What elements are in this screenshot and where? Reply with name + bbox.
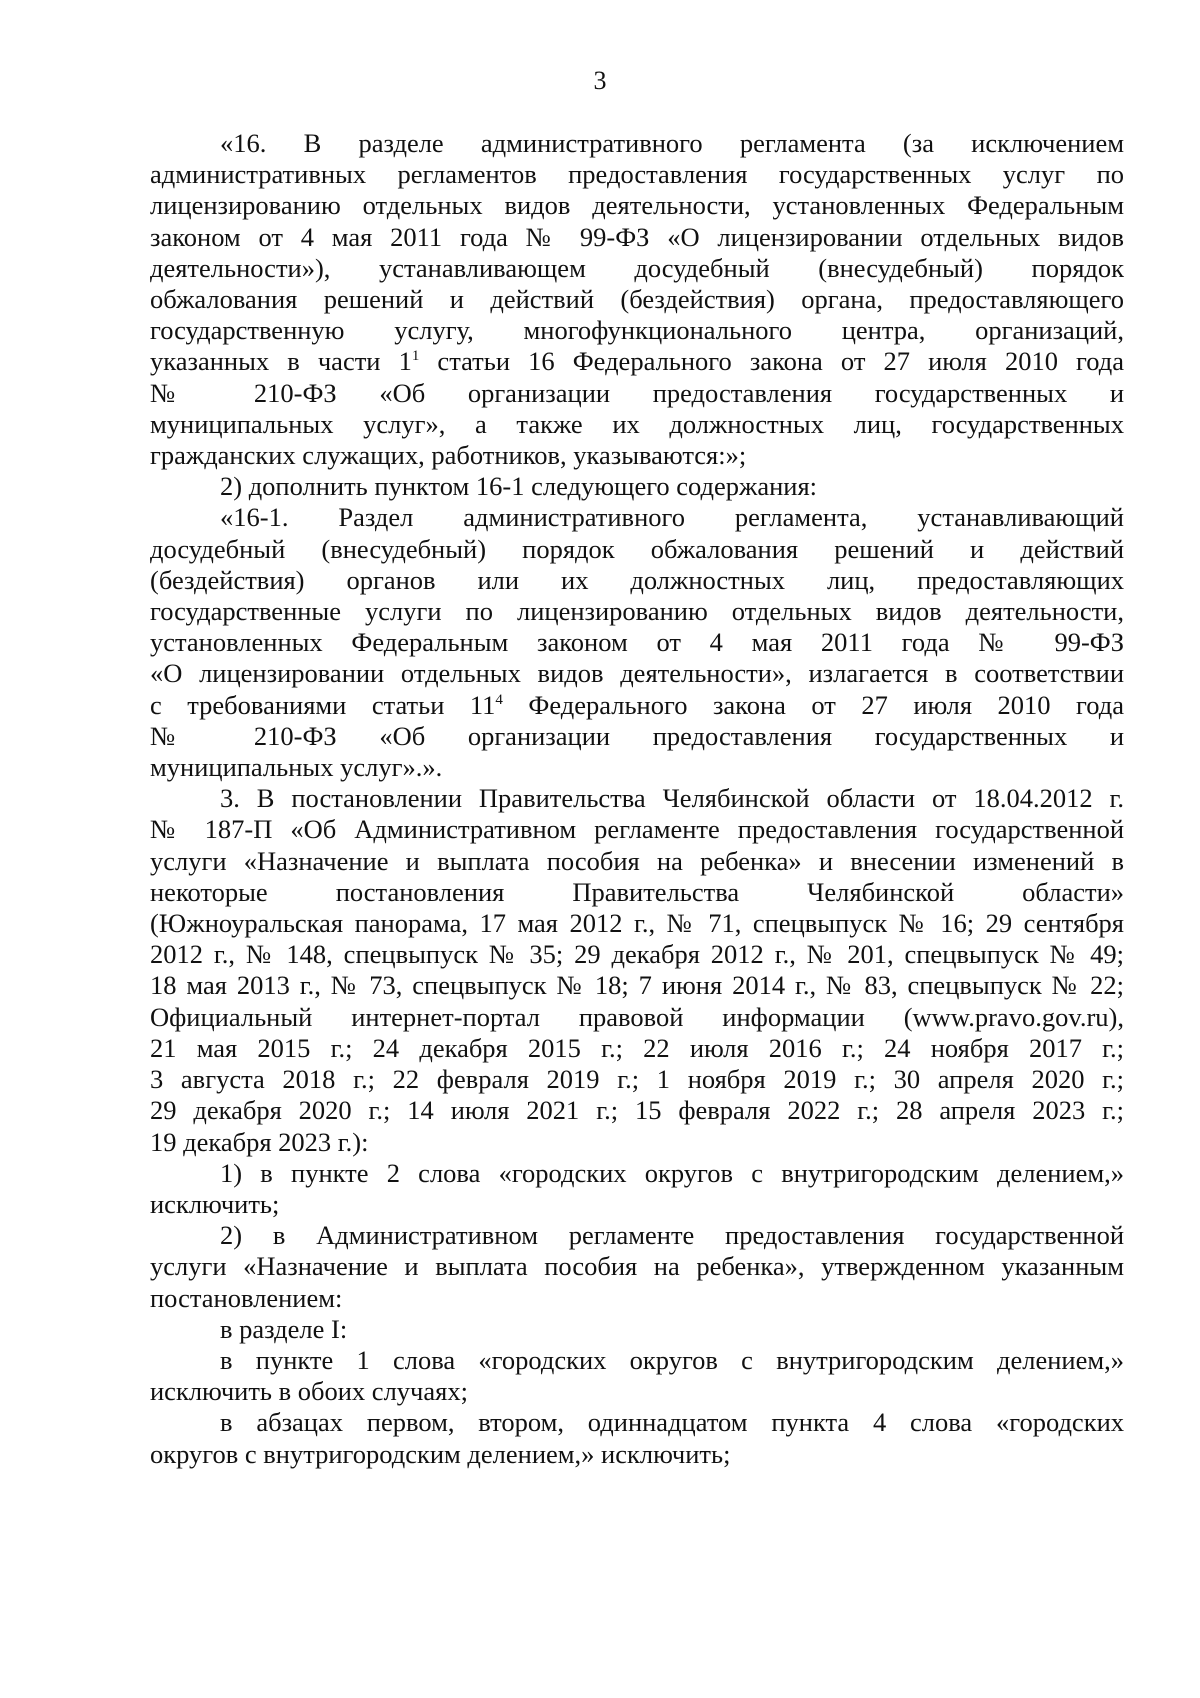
text-line: законом от 4 мая 2011 года № 99-ФЗ «О лицензировании отдельных видов bbox=[150, 221, 1124, 252]
paragraph bbox=[150, 1407, 1124, 1469]
text-line: муниципальных услуг».». bbox=[150, 752, 443, 783]
superscript: 4 bbox=[495, 691, 503, 708]
text-line: 1) в пункте 2 слова «городских округов с внутригородским делением,» bbox=[220, 1157, 1124, 1188]
text-line: исключить; bbox=[150, 1188, 280, 1219]
text-line: в абзацах первом, втором, одиннадцатом пункта 4 слова «городских bbox=[220, 1407, 1124, 1438]
text-line: «16. В разделе административного регламента (за исключением bbox=[220, 128, 1124, 158]
text-line: 19 декабря 2023 г.): bbox=[150, 1126, 369, 1157]
text-line: деятельности»), устанавливающем досудебный (внесудебный) порядок bbox=[150, 252, 1124, 283]
text-line: № 210-ФЗ «Об организации предоставления государственных и bbox=[150, 720, 1124, 751]
text-line: муниципальных услуг», а также их должностных лиц, государственных bbox=[150, 408, 1124, 439]
text-line: услуги «Назначение и выплата пособия на ребенка», утвержденном указанным bbox=[150, 1251, 1124, 1282]
text-line: округов с внутригородским делением,» исключить; bbox=[150, 1438, 731, 1469]
paragraph bbox=[150, 128, 1124, 471]
text-line: обжалования решений и действий (бездействия) органа, предоставляющего bbox=[150, 284, 1124, 315]
text-line: досудебный (внесудебный) порядок обжалования решений и действий bbox=[150, 533, 1124, 564]
text-line: (бездействия) органов или их должностных лиц, предоставляющих bbox=[150, 564, 1124, 595]
superscript: 1 bbox=[411, 348, 420, 365]
text-line: (Южноуральская панорама, 17 мая 2012 г., № 71, спецвыпуск № 16; 29 сентября bbox=[150, 908, 1124, 939]
text-line: государственные услуги по лицензированию отдельных видов деятельности, bbox=[150, 596, 1124, 627]
paragraph bbox=[150, 502, 1124, 783]
text-line: в разделе I: bbox=[220, 1313, 348, 1344]
text-line: государственную услугу, многофункционального центра, организаций, bbox=[150, 315, 1124, 346]
text-line: с требованиями статьи $11^4$ Федерального закона от 27 июля 2010 года bbox=[150, 689, 1124, 720]
paragraph bbox=[150, 1158, 1124, 1220]
text-line: № 210-ФЗ «Об организации предоставления государственных и bbox=[150, 377, 1124, 408]
text-line: 2) дополнить пунктом 16-1 следующего содержания: bbox=[220, 471, 818, 502]
text-line: 21 мая 2015 г.; 24 декабря 2015 г.; 22 июля 2016 г.; 24 ноября 2017 г.; bbox=[150, 1032, 1124, 1063]
text-line: лицензированию отдельных видов деятельности, установленных Федеральным bbox=[150, 190, 1124, 221]
text-line: 3. В постановлении Правительства Челябинской области от 18.04.2012 г. bbox=[220, 783, 1124, 814]
text-line: гражданских служащих, работников, указываются:»; bbox=[150, 440, 747, 471]
text-line: в пункте 1 слова «городских округов с внутригородским делением,» bbox=[220, 1344, 1124, 1375]
document-body bbox=[150, 128, 1124, 1470]
paragraph bbox=[150, 471, 1124, 502]
text-line: постановлением: bbox=[150, 1282, 343, 1313]
text-line: установленных Федеральным законом от 4 мая 2011 года № 99-ФЗ bbox=[150, 627, 1124, 658]
text-line: 29 декабря 2020 г.; 14 июля 2021 г.; 15 февраля 2022 г.; 28 апреля 2023 г.; bbox=[150, 1095, 1124, 1126]
text-line: «16-1. Раздел административного регламента, устанавливающий bbox=[220, 502, 1124, 533]
paragraph bbox=[150, 783, 1124, 1157]
text-line: некоторые постановления Правительства Челябинской области» bbox=[150, 876, 1124, 907]
text-line: 3 августа 2018 г.; 22 февраля 2019 г.; 1 ноября 2019 г.; 30 апреля 2020 г.; bbox=[150, 1064, 1124, 1095]
text-line: административных регламентов предоставления государственных услуг по bbox=[150, 159, 1124, 190]
text-line: 18 мая 2013 г., № 73, спецвыпуск № 18; 7 июня 2014 г., № 83, спецвыпуск № 22; bbox=[150, 970, 1124, 1001]
text-line: «О лицензировании отдельных видов деятельности», излагается в соответствии bbox=[150, 658, 1124, 689]
text-line: исключить в обоих случаях; bbox=[150, 1376, 468, 1407]
text-line: указанных в части $1^1$ статьи 16 Федерального закона от 27 июля 2010 года bbox=[150, 346, 1124, 377]
paragraph bbox=[150, 1345, 1124, 1407]
text-line: 2) в Административном регламенте предоставления государственной bbox=[220, 1220, 1124, 1251]
page-number: 3 bbox=[593, 66, 607, 95]
text-line: 2012 г., № 148, спецвыпуск № 35; 29 декабря 2012 г., № 201, спецвыпуск № 49; bbox=[150, 939, 1124, 970]
paragraph bbox=[150, 1314, 1124, 1345]
paragraph bbox=[150, 1220, 1124, 1314]
text-line: № 187-П «Об Административном регламенте предоставления государственной bbox=[150, 814, 1124, 845]
text-line: Официальный интернет-портал правовой информации (www.pravo.gov.ru), bbox=[150, 1001, 1124, 1032]
text-line: услуги «Назначение и выплата пособия на ребенка» и внесении изменений в bbox=[150, 845, 1124, 876]
